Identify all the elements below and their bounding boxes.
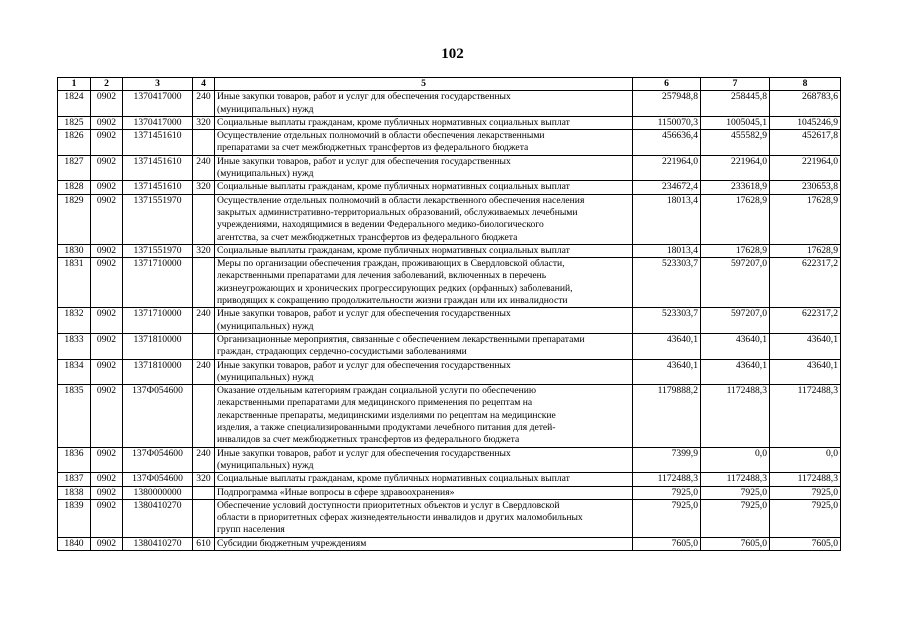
amount-col7-cell: 221964,0 xyxy=(701,155,770,181)
expense-type-cell xyxy=(193,486,215,499)
description-line: Организационные мероприятия, связанные с обеспечением лекарственными препаратами xyxy=(217,333,585,345)
expense-type-cell: 320 xyxy=(193,473,215,486)
amount-col6-cell: 1172488,3 xyxy=(633,473,701,486)
expense-type-cell: 610 xyxy=(193,537,215,550)
description-cell xyxy=(215,537,633,550)
expense-type-cell: 240 xyxy=(193,155,215,181)
table-row xyxy=(58,130,841,156)
description-line: (муниципальных) нужд xyxy=(217,371,314,383)
description-line: закрытых административно-территориальных образований, обслуживаемых лечебными xyxy=(217,206,578,218)
description-line: Иные закупки товаров, работ и услуг для обеспечения государственных xyxy=(217,359,511,371)
table-body xyxy=(58,91,841,551)
section-code-cell: 0902 xyxy=(91,244,123,257)
table-row xyxy=(58,116,841,129)
header-cell: 3 xyxy=(123,78,193,91)
amount-col7-cell: 7605,0 xyxy=(701,537,770,550)
description-line: препаратами за счет межбюджетных трансфертов из федерального бюджета xyxy=(217,142,529,154)
row-number-cell: 1828 xyxy=(58,181,91,194)
amount-col6-cell: 257948,8 xyxy=(633,91,701,117)
description-cell xyxy=(215,447,633,473)
amount-col6-cell: 523303,7 xyxy=(633,258,701,308)
header-cell: 2 xyxy=(91,78,123,91)
table-row xyxy=(58,537,841,550)
section-code-cell: 0902 xyxy=(91,473,123,486)
amount-col7-cell: 43640,1 xyxy=(701,359,770,385)
target-code-cell: 1371710000 xyxy=(123,258,193,308)
target-code-cell: 137Ф054600 xyxy=(123,473,193,486)
row-number-cell: 1833 xyxy=(58,333,91,359)
amount-col6-cell: 7605,0 xyxy=(633,537,701,550)
description-line: (муниципальных) нужд xyxy=(217,103,314,115)
description-cell xyxy=(215,385,633,447)
description-cell xyxy=(215,258,633,308)
description-line: Иные закупки товаров, работ и услуг для обеспечения государственных xyxy=(217,155,511,167)
description-line: Подпрограмма «Иные вопросы в сфере здравоохранения» xyxy=(217,486,455,498)
target-code-cell: 1371451610 xyxy=(123,130,193,156)
target-code-cell: 1380000000 xyxy=(123,486,193,499)
table-row xyxy=(58,385,841,447)
description-cell xyxy=(215,499,633,537)
expense-type-cell xyxy=(193,258,215,308)
amount-col7-cell: 258445,8 xyxy=(701,91,770,117)
amount-col6-cell: 234672,4 xyxy=(633,181,701,194)
description-line: Субсидии бюджетным учреждениям xyxy=(217,537,367,549)
description-line: изделия, а также специализированными продуктами лечебного питания для детей- xyxy=(217,422,556,434)
amount-col7-cell: 597207,0 xyxy=(701,258,770,308)
amount-col8-cell: 17628,9 xyxy=(770,244,841,257)
description-line: приводящих к сокращению продолжительности жизни граждан или их инвалидности xyxy=(217,295,568,307)
amount-col7-cell: 597207,0 xyxy=(701,308,770,334)
expense-type-cell xyxy=(193,499,215,537)
section-code-cell: 0902 xyxy=(91,91,123,117)
row-number-cell: 1834 xyxy=(58,359,91,385)
target-code-cell: 1371810000 xyxy=(123,333,193,359)
target-code-cell: 137Ф054600 xyxy=(123,447,193,473)
description-line: Социальные выплаты гражданам, кроме публичных нормативных социальных выплат xyxy=(217,473,570,485)
amount-col8-cell: 1172488,3 xyxy=(770,473,841,486)
amount-col8-cell: 1045246,9 xyxy=(770,116,841,129)
header-cell: 6 xyxy=(633,78,701,91)
row-number-cell: 1838 xyxy=(58,486,91,499)
amount-col7-cell: 455582,9 xyxy=(701,130,770,156)
amount-col6-cell: 221964,0 xyxy=(633,155,701,181)
row-number-cell: 1840 xyxy=(58,537,91,550)
section-code-cell: 0902 xyxy=(91,308,123,334)
amount-col7-cell: 233618,9 xyxy=(701,181,770,194)
table-row xyxy=(58,91,841,117)
table-row xyxy=(58,486,841,499)
amount-col8-cell: 7925,0 xyxy=(770,499,841,537)
amount-col6-cell: 43640,1 xyxy=(633,333,701,359)
description-line: (муниципальных) нужд xyxy=(217,320,314,332)
description-line: агентства, за счет межбюджетных трансфертов из федерального бюджета xyxy=(217,231,518,243)
table-row xyxy=(58,499,841,537)
row-number-cell: 1826 xyxy=(58,130,91,156)
description-line: учреждениями, находящимися в ведении Федерального медико-биологического xyxy=(217,219,544,231)
description-cell xyxy=(215,244,633,257)
description-cell xyxy=(215,333,633,359)
amount-col7-cell: 17628,9 xyxy=(701,194,770,244)
amount-col7-cell: 17628,9 xyxy=(701,244,770,257)
table-row xyxy=(58,473,841,486)
amount-col6-cell: 1150070,3 xyxy=(633,116,701,129)
description-line: Осуществление отдельных полномочий в области обеспечения лекарственными xyxy=(217,130,545,142)
header-cell: 4 xyxy=(193,78,215,91)
expense-type-cell: 240 xyxy=(193,91,215,117)
description-cell xyxy=(215,473,633,486)
target-code-cell: 137Ф054600 xyxy=(123,385,193,447)
table-row xyxy=(58,194,841,244)
row-number-cell: 1829 xyxy=(58,194,91,244)
amount-col8-cell: 230653,8 xyxy=(770,181,841,194)
target-code-cell: 1371710000 xyxy=(123,308,193,334)
row-number-cell: 1837 xyxy=(58,473,91,486)
description-line: Иные закупки товаров, работ и услуг для обеспечения государственных xyxy=(217,447,511,459)
amount-col7-cell: 43640,1 xyxy=(701,333,770,359)
expense-type-cell: 240 xyxy=(193,359,215,385)
description-line: Меры по организации обеспечения граждан, проживающих в Свердловской области, xyxy=(217,258,565,270)
target-code-cell: 1371551970 xyxy=(123,244,193,257)
section-code-cell: 0902 xyxy=(91,181,123,194)
description-line: (муниципальных) нужд xyxy=(217,459,314,471)
target-code-cell: 1371451610 xyxy=(123,155,193,181)
expense-type-cell xyxy=(193,194,215,244)
amount-col8-cell: 43640,1 xyxy=(770,333,841,359)
description-line: лекарственные препараты, медицинскими изделиями по рецептам на медицинские xyxy=(217,409,556,421)
table-row xyxy=(58,447,841,473)
description-line: Осуществление отдельных полномочий в области лекарственного обеспечения населения xyxy=(217,194,585,206)
header-cell: 8 xyxy=(770,78,841,91)
amount-col6-cell: 18013,4 xyxy=(633,194,701,244)
row-number-cell: 1827 xyxy=(58,155,91,181)
row-number-cell: 1839 xyxy=(58,499,91,537)
description-line: Оказание отдельным категориям граждан социальной услуги по обеспечению xyxy=(217,385,537,397)
amount-col6-cell: 7925,0 xyxy=(633,486,701,499)
row-number-cell: 1832 xyxy=(58,308,91,334)
section-code-cell: 0902 xyxy=(91,447,123,473)
section-code-cell: 0902 xyxy=(91,194,123,244)
amount-col8-cell: 7605,0 xyxy=(770,537,841,550)
table-row xyxy=(58,308,841,334)
amount-col8-cell: 7925,0 xyxy=(770,486,841,499)
row-number-cell: 1830 xyxy=(58,244,91,257)
row-number-cell: 1831 xyxy=(58,258,91,308)
target-code-cell: 1371810000 xyxy=(123,359,193,385)
expense-type-cell xyxy=(193,385,215,447)
amount-col7-cell: 1172488,3 xyxy=(701,385,770,447)
section-code-cell: 0902 xyxy=(91,258,123,308)
amount-col8-cell: 1172488,3 xyxy=(770,385,841,447)
description-cell xyxy=(215,308,633,334)
section-code-cell: 0902 xyxy=(91,333,123,359)
description-line: Иные закупки товаров, работ и услуг для обеспечения государственных xyxy=(217,308,511,320)
amount-col8-cell: 221964,0 xyxy=(770,155,841,181)
amount-col6-cell: 7925,0 xyxy=(633,499,701,537)
description-line: жизнеугрожающих и хронических прогрессирующих редких (орфанных) заболеваний, xyxy=(217,282,573,294)
amount-col8-cell: 268783,6 xyxy=(770,91,841,117)
amount-col6-cell: 7399,9 xyxy=(633,447,701,473)
header-cell: 5 xyxy=(215,78,633,91)
expense-type-cell: 240 xyxy=(193,308,215,334)
description-cell xyxy=(215,116,633,129)
target-code-cell: 1371551970 xyxy=(123,194,193,244)
amount-col6-cell: 523303,7 xyxy=(633,308,701,334)
description-line: Социальные выплаты гражданам, кроме публичных нормативных социальных выплат xyxy=(217,116,570,128)
description-cell xyxy=(215,486,633,499)
description-line: Социальные выплаты гражданам, кроме публичных нормативных социальных выплат xyxy=(217,181,570,193)
amount-col7-cell: 1005045,1 xyxy=(701,116,770,129)
amount-col7-cell: 7925,0 xyxy=(701,499,770,537)
table-row xyxy=(58,181,841,194)
amount-col8-cell: 622317,2 xyxy=(770,258,841,308)
amount-col6-cell: 1179888,2 xyxy=(633,385,701,447)
header-cell: 7 xyxy=(701,78,770,91)
expense-type-cell: 320 xyxy=(193,181,215,194)
amount-col7-cell: 7925,0 xyxy=(701,486,770,499)
amount-col6-cell: 18013,4 xyxy=(633,244,701,257)
target-code-cell: 1380410270 xyxy=(123,537,193,550)
amount-col8-cell: 452617,8 xyxy=(770,130,841,156)
description-line: Иные закупки товаров, работ и услуг для обеспечения государственных xyxy=(217,91,511,103)
budget-table xyxy=(57,77,841,551)
amount-col6-cell: 43640,1 xyxy=(633,359,701,385)
description-cell xyxy=(215,194,633,244)
header-cell: 1 xyxy=(58,78,91,91)
table-row xyxy=(58,359,841,385)
row-number-cell: 1825 xyxy=(58,116,91,129)
amount-col7-cell: 0,0 xyxy=(701,447,770,473)
section-code-cell: 0902 xyxy=(91,486,123,499)
expense-type-cell: 240 xyxy=(193,447,215,473)
section-code-cell: 0902 xyxy=(91,499,123,537)
description-line: области в приоритетных сферах жизнедеятельности инвалидов и других маломобильных xyxy=(217,512,583,524)
row-number-cell: 1824 xyxy=(58,91,91,117)
description-line: лекарственными препаратами для лечения заболеваний, включенных в перечень xyxy=(217,270,547,282)
target-code-cell: 1370417000 xyxy=(123,91,193,117)
amount-col8-cell: 0,0 xyxy=(770,447,841,473)
expense-type-cell: 320 xyxy=(193,116,215,129)
amount-col8-cell: 43640,1 xyxy=(770,359,841,385)
section-code-cell: 0902 xyxy=(91,385,123,447)
header-row xyxy=(58,78,841,91)
expense-type-cell xyxy=(193,130,215,156)
description-line: Обеспечение условий доступности приоритетных объектов и услуг в Свердловской xyxy=(217,499,560,511)
table-row xyxy=(58,244,841,257)
description-cell xyxy=(215,155,633,181)
page-number: 102 xyxy=(441,46,464,62)
description-cell xyxy=(215,130,633,156)
table-row xyxy=(58,258,841,308)
expense-type-cell xyxy=(193,333,215,359)
description-cell xyxy=(215,359,633,385)
description-line: групп населения xyxy=(217,524,285,536)
table-row xyxy=(58,155,841,181)
section-code-cell: 0902 xyxy=(91,130,123,156)
description-line: лекарственными препаратами для медицинского применения по рецептам на xyxy=(217,397,533,409)
description-line: граждан, страдающих сердечно-сосудистыми заболеваниями xyxy=(217,346,467,358)
row-number-cell: 1835 xyxy=(58,385,91,447)
amount-col8-cell: 622317,2 xyxy=(770,308,841,334)
description-cell xyxy=(215,91,633,117)
description-line: инвалидов за счет межбюджетных трансфертов из федерального бюджета xyxy=(217,434,520,446)
expense-type-cell: 320 xyxy=(193,244,215,257)
description-cell xyxy=(215,181,633,194)
section-code-cell: 0902 xyxy=(91,116,123,129)
description-line: (муниципальных) нужд xyxy=(217,168,314,180)
target-code-cell: 1380410270 xyxy=(123,499,193,537)
table-row xyxy=(58,333,841,359)
amount-col8-cell: 17628,9 xyxy=(770,194,841,244)
description-line: Социальные выплаты гражданам, кроме публичных нормативных социальных выплат xyxy=(217,244,570,256)
row-number-cell: 1836 xyxy=(58,447,91,473)
target-code-cell: 1371451610 xyxy=(123,181,193,194)
amount-col7-cell: 1172488,3 xyxy=(701,473,770,486)
section-code-cell: 0902 xyxy=(91,359,123,385)
target-code-cell: 1370417000 xyxy=(123,116,193,129)
section-code-cell: 0902 xyxy=(91,537,123,550)
section-code-cell: 0902 xyxy=(91,155,123,181)
amount-col6-cell: 456636,4 xyxy=(633,130,701,156)
